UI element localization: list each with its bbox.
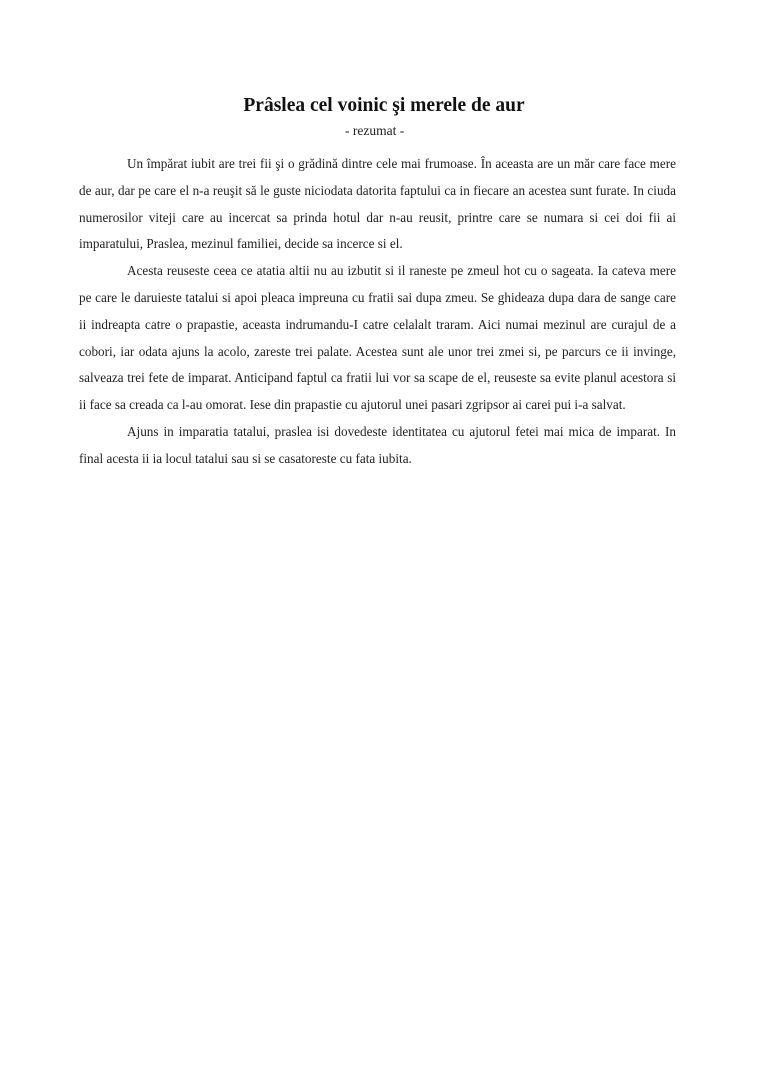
document-body [79,151,676,473]
document-subtitle: - rezumat - [345,123,405,138]
paragraph: Acesta reuseste ceea ce atatia altii nu au izbutit si il raneste pe zmeul hot cu o sageata. Ia cateva mere pe care le daruieste tatalui si apoi pleaca impreuna cu fratii sai dupa zmeu. Se ghideaza dupa dara de sange care ii indreapta catre o prapastie, aceasta indrumandu-I catre celalalt traram. Aici numai mezinul are curajul de a cobori, iar odata ajuns la acolo, zareste trei palate. Acestea sunt ale unor trei zmei si, pe parcurs ce ii invinge, salveaza trei fete de imparat. Anticipand faptul ca fratii lui vor sa scape de el, reuseste sa evite planul acestora si ii face sa creada ca l-au omorat. Iese din prapastie cu ajutorul unei pasari zgripsor ai carei pui i-a salvat. [79,263,676,413]
paragraph: Un împărat iubit are trei fii şi o grădină dintre cele mai frumoase. În aceasta are un măr care face mere de aur, dar pe care el n-a reuşit să le guste niciodata datorita faptului ca in fiecare an acestea sunt furate. In ciuda numerosilor viteji care au incercat sa prinda hotul dar n-au reusit, printre care se numara si cei doi fii ai imparatului, Praslea, mezinul familiei, decide sa incerce si el. [79,156,676,252]
document-title: Prâslea cel voinic şi merele de aur [243,95,525,116]
paragraph: Ajuns in imparatia tatalui, praslea isi dovedeste identitatea cu ajutorul fetei mai mica de imparat. In final acesta ii ia locul tatalui sau si se casatoreste cu fata iubita. [79,423,676,466]
